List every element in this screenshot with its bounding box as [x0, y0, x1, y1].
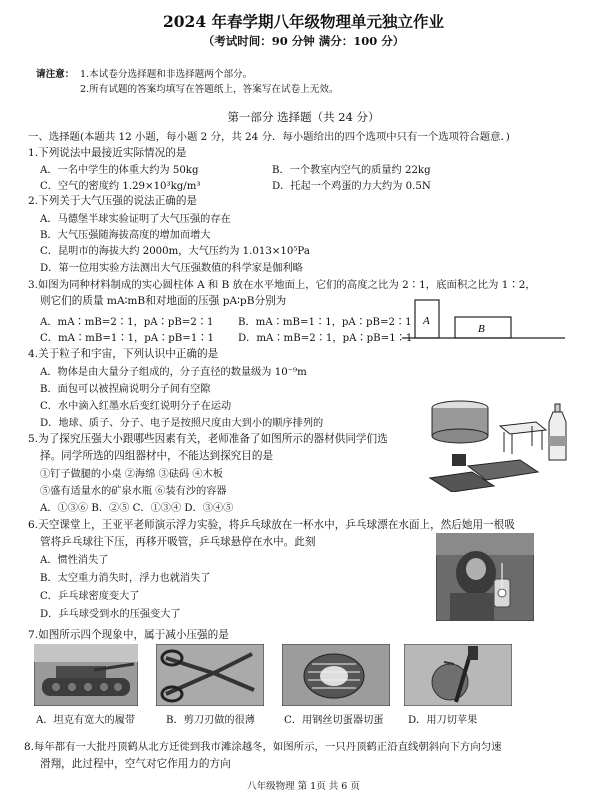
q6-stem-2: 管将乒乓球往下压，再移开吸管，乒乓球悬停在水中。此刻: [40, 536, 316, 548]
notes-line-1: 1.本试卷分选择题和非选择题两个部分。: [80, 69, 253, 80]
q3-option-b: B．mA∶mB=1∶1，pA∶pB=2∶1: [238, 317, 412, 328]
q4-option-b: B．面包可以被捏扁说明分子间有空隙: [40, 384, 211, 395]
q7-option-d: D．用刀切苹果: [408, 715, 478, 726]
q8-stem-2: 滑翔，此过程中，空气对它作用力的方向: [40, 758, 231, 770]
q5-options: A．①③⑥ B．②⑤ C．①③④ D．③④⑤: [40, 503, 234, 514]
q1-option-b: B．一个教室内空气的质量约 22kg: [272, 165, 431, 176]
q2-option-b: B．大气压强随海拔高度的增加而增大: [40, 230, 211, 241]
q3-stem-2: 则它们的质量 mA∶mB和对地面的压强 pA∶pB分别为: [40, 295, 287, 307]
q7-stem: 7.如图所示四个现象中，属于减小压强的是: [28, 629, 229, 641]
page-title: 2024 年春学期八年级物理单元独立作业: [162, 12, 445, 31]
part1-instruction: 一、选择题(本题共 12 小题，每小题 2 分，共 24 分．每小题给出的四个选项中只有一个选项符合题意．): [28, 131, 510, 143]
q5-apparatus-figure: [428, 396, 588, 492]
q7-apple-knife-photo: [404, 644, 512, 706]
q6-option-b: B．太空重力消失时，浮力也就消失了: [40, 573, 211, 584]
q2-option-d: D．第一位用实验方法测出大气压强数值的科学家是伽利略: [40, 263, 303, 274]
q3-label-b: B: [478, 323, 485, 335]
notes-label: 请注意：: [36, 69, 75, 80]
q3-cylinders-figure: [400, 296, 570, 346]
q2-stem: 2.下列关于大气压强的说法正确的是: [28, 195, 198, 207]
part1-heading: 第一部分 选择题（共 24 分）: [227, 110, 380, 124]
q5-stem-2: 择。同学所选的四组器材中，不能达到探究目的是: [40, 450, 274, 462]
q1-option-a: A．一名中学生的体重大约为 50kg: [40, 165, 199, 176]
q7-option-b: B．剪刀刃做的很薄: [166, 715, 255, 726]
q4-option-c: C．水中滴入红墨水后变红说明分子在运动: [40, 401, 232, 412]
q7-scissors-photo: [156, 644, 264, 706]
notes-line-2: 2.所有试题的答案均填写在答题纸上，答案写在试卷上无效。: [80, 84, 339, 95]
q6-option-c: C．乒乓球密度变大了: [40, 591, 140, 602]
q1-stem: 1.下列说法中最接近实际情况的是: [28, 147, 187, 159]
page-footer: 八年级物理 第 1页 共 6 页: [247, 781, 360, 792]
q4-option-a: A．物体是由大量分子组成的，分子直径的数量级为 10⁻⁹m: [40, 367, 307, 378]
q6-space-class-photo: [436, 533, 534, 621]
q7-egg-slicer-photo: [282, 644, 390, 706]
q5-items-2: ⑤盛有适量水的矿泉水瓶 ⑥装有沙的容器: [40, 486, 227, 497]
q7-option-a: A．坦克有宽大的履带: [36, 715, 136, 726]
q4-option-d: D．地球、质子、分子、电子是按照尺度由大到小的顺序排列的: [40, 418, 324, 429]
q3-stem-1: 3.如图为同种材料制成的实心圆柱体 A 和 B 放在水平地面上，它们的高度之比为 2∶1，底面积之比为 1∶2，: [28, 279, 536, 291]
q3-option-a: A．mA∶mB=2∶1，pA∶pB=2∶1: [40, 317, 214, 328]
page-subtitle: （考试时间：90 分钟 满分：100 分）: [202, 34, 405, 48]
q3-option-d: D．mA∶mB=2∶1，pA∶pB=1∶1: [238, 333, 413, 344]
q6-stem-1: 6.天空课堂上，王亚平老师演示浮力实验，将乒乓球放在一杯水中，乒乓球漂在水面上，然后她用一根吸: [28, 519, 515, 531]
q6-option-d: D．乒乓球受到水的压强变大了: [40, 609, 181, 620]
q3-option-c: C．mA∶mB=1∶1，pA∶pB=1∶1: [40, 333, 214, 344]
q2-option-c: C．昆明市的海拔大约 2000m，大气压约为 1.013×10⁵Pa: [40, 246, 310, 257]
q5-stem-1: 5.为了探究压强大小跟哪些因素有关，老师准备了如图所示的器材供同学们选: [28, 433, 388, 445]
q4-stem: 4.关于粒子和宇宙，下列认识中正确的是: [28, 348, 219, 360]
q1-option-c: C．空气的密度约 1.29×10³kg/m³: [40, 181, 201, 192]
q7-tank-photo: [34, 644, 138, 706]
q7-option-c: C．用钢丝切蛋器切蛋: [284, 715, 384, 726]
q1-option-d: D．托起一个鸡蛋的力大约为 0.5N: [272, 181, 431, 192]
q2-option-a: A．马德堡半球实验证明了大气压强的存在: [40, 214, 231, 225]
q3-label-a: A: [423, 315, 430, 327]
q8-stem-1: 8.每年都有一大批丹顶鹤从北方迁徙到我市滩涂越冬，如图所示，一只丹顶鹤正沿直线朝斜向下方向匀速: [24, 741, 502, 753]
q6-option-a: A．惯性消失了: [40, 555, 109, 566]
q5-items-1: ①钉子做腿的小桌 ②海绵 ③砝码 ④木板: [40, 469, 223, 480]
